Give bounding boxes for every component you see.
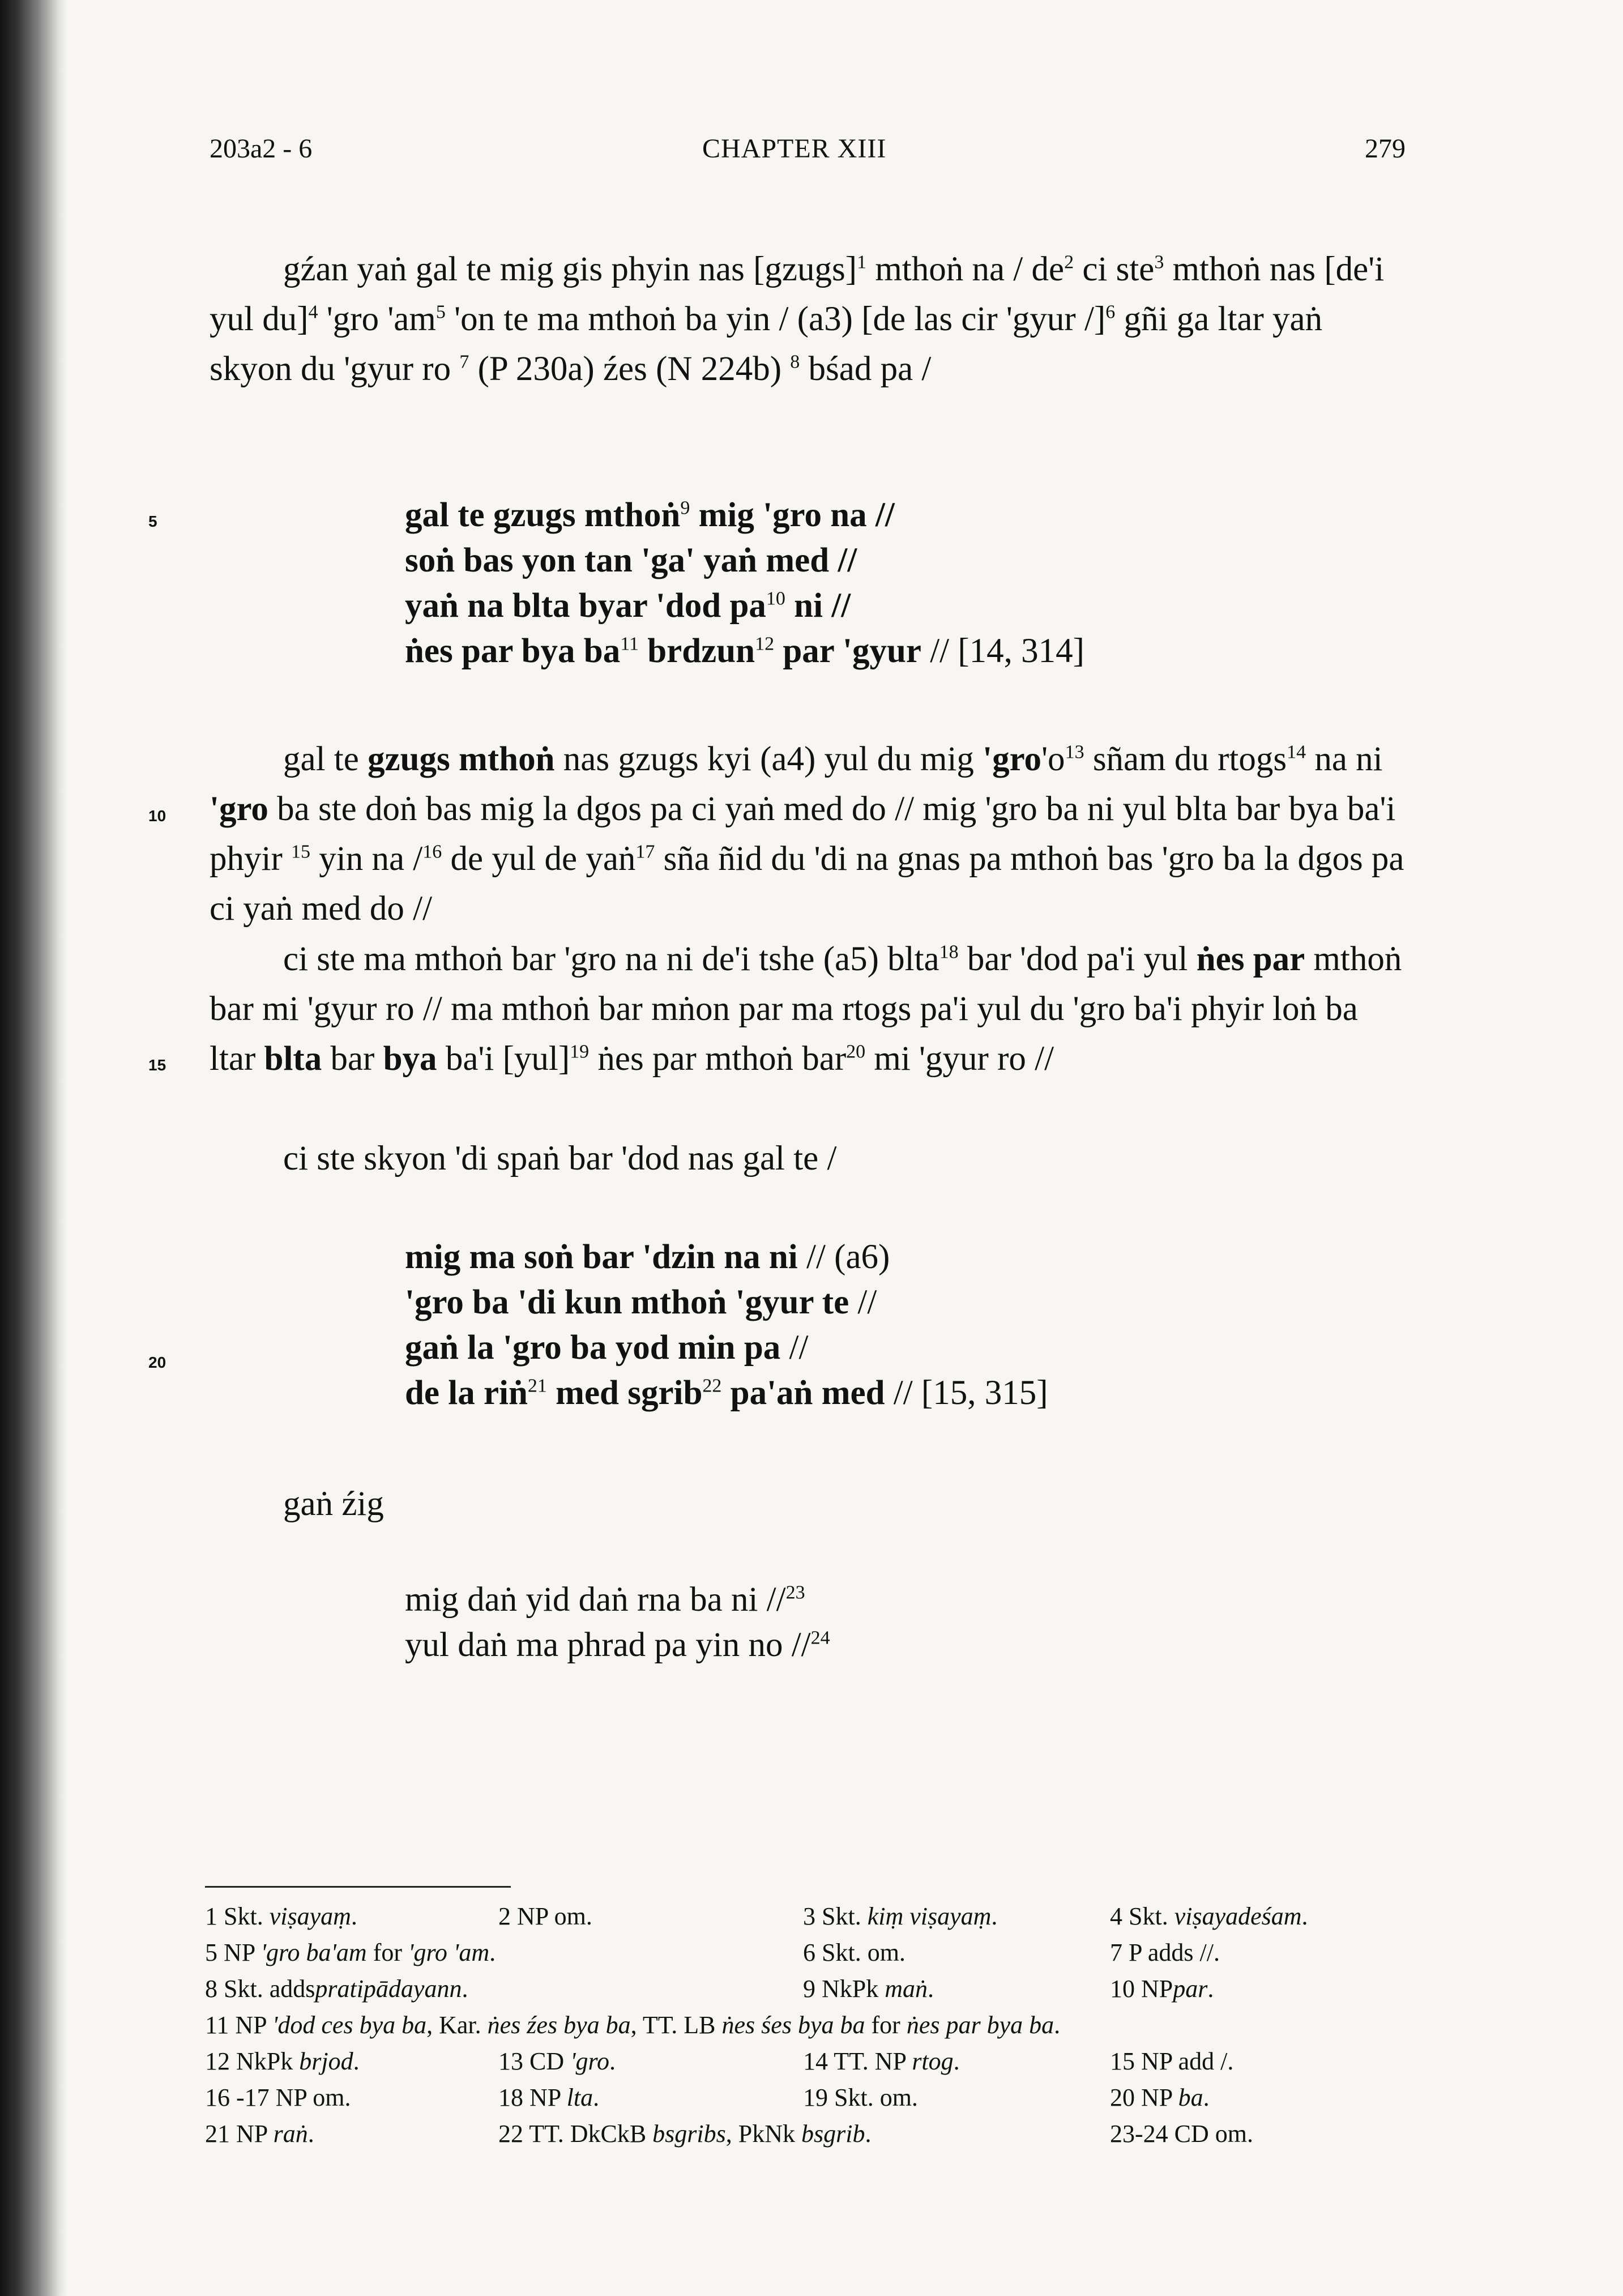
footnote: 19 Skt. om.	[803, 2084, 918, 2111]
verse-line: ṅes par bya $ba^{11}$ brdzun$^{12}$ par 'gyur // [14, 314]	[405, 632, 1084, 670]
verse-line: 'gro ba 'di kun mthoṅ 'gyur te //	[405, 1283, 877, 1321]
footnote: 3 Skt. kiṃ viṣayaṃ.	[803, 1902, 998, 1930]
root-verse	[405, 1235, 1048, 1416]
section-reference: 203a2 - 6	[210, 134, 313, 164]
verse-line: gal te gzugs mthoṅ$^9$ mig 'gro na //	[405, 496, 895, 534]
footnote: 13 CD 'gro.	[498, 2047, 616, 2075]
verse-line: soṅ bas yon tan 'ga' yaṅ med //	[405, 541, 857, 579]
footnote: 16 -17 NP om.	[205, 2084, 351, 2111]
commentary-paragraph: gźan yaṅ gal te mig gis phyin nas [gzugs]$^1$ mthoṅ na / $de^2$ ci ste$^3$ mthoṅ nas [de'i yul du]$^4$ 'gro '$am^5$ 'on te ma mthoṅ ba yin / (a3) [de las cir 'gyur /]$^6$ gñi ga ltar yaṅ skyon du 'gyur ro $^7$ (P 230a) źes (N 224b) $^8$ bśad pa /	[210, 250, 1385, 388]
footnote: 15 NP add /.	[1110, 2047, 1234, 2075]
footnote: 5 NP 'gro ba'am for 'gro 'am.	[205, 1939, 496, 1966]
book-spine-shadow	[0, 0, 68, 2296]
footnote: 21 NP raṅ.	[205, 2120, 314, 2148]
root-verse	[405, 493, 1084, 674]
footnote: 20 NP ba.	[1110, 2084, 1210, 2111]
footnote: 18 NP lta.	[498, 2084, 600, 2111]
footnote: 1 Skt. viṣayaṃ.	[205, 1902, 357, 1930]
quoted-verse	[405, 1577, 830, 1668]
verse-line: de la riṅ$^{21}$ med sgrib$^{22}$ pa'aṅ med // [15, 315]	[405, 1374, 1048, 1412]
line-number: 10	[148, 807, 166, 825]
commentary-paragraph: gal te gzugs mthoṅ nas gzugs kyi (a4) yul du mig '$gro'o^{13}$ sñam du rtogs$^{14}$ na ni 'gro ba ste doṅ bas mig la dgos pa ci yaṅ med do // mig 'gro ba ni yul blta bar bya ba'i phyir $^{15}$ yin na /$^{16}$ de yul de yaṅ$^{17}$ sña ñid du 'di na gnas pa mthoṅ bas 'gro ba la dgos pa ci yaṅ med do //	[210, 740, 1404, 928]
commentary-paragraph: ci ste ma mthoṅ bar 'gro na ni de'i tshe (a5) blta$^{18}$ bar 'dod pa'i yul ṅes par mthoṅ bar mi 'gyur ro // ma mthoṅ bar mṅon par ma rtogs pa'i yul du 'gro ba'i phyir loṅ ba ltar blta bar bya ba'i [yul]$^{19}$ ṅes par mthoṅ bar$^{20}$ mi 'gyur ro //	[210, 940, 1402, 1078]
footnote: 23-24 CD om.	[1110, 2120, 1253, 2148]
footnote: 12 NkPk brjod.	[205, 2047, 360, 2075]
commentary-paragraph: ci ste skyon 'di spaṅ bar 'dod nas gal te /	[283, 1140, 837, 1177]
footnote: 22 TT. DkCkB bsgribs, PkNk bsgrib.	[498, 2120, 872, 2148]
line-number: 5	[148, 513, 157, 530]
footnote: 4 Skt. viṣayadeśam.	[1110, 1902, 1308, 1930]
footnote-divider	[205, 1886, 511, 1888]
footnote: 6 Skt. om.	[803, 1939, 906, 1966]
page-number: 279	[1365, 134, 1406, 164]
verse-line: gaṅ la 'gro ba yod min pa //	[405, 1329, 809, 1367]
line-number: 15	[148, 1056, 166, 1074]
footnote: 11 NP 'dod ces bya ba, Kar. ṅes źes bya ba, TT. LB ṅes śes bya ba for ṅes par bya ba.	[205, 2011, 1061, 2039]
commentary-paragraph: gaṅ źig	[283, 1485, 384, 1523]
chapter-title: CHAPTER XIII	[702, 134, 887, 164]
footnote: 10 NPpar.	[1110, 1975, 1214, 2003]
verse-line: yaṅ na blta byar 'dod $pa^{10}$ ni //	[405, 587, 851, 625]
footnote: 14 TT. NP rtog.	[803, 2047, 960, 2075]
verse-line: mig daṅ yid daṅ rna ba ni //$^{23}$	[405, 1581, 805, 1619]
footnote: 9 NkPk maṅ.	[803, 1975, 934, 2003]
verse-line: mig ma soṅ bar 'dzin na ni // (a6)	[405, 1238, 890, 1276]
verse-line: yul daṅ ma phrad pa yin no //$^{24}$	[405, 1626, 830, 1664]
footnote: 7 P adds //.	[1110, 1939, 1220, 1966]
footnote: 2 NP om.	[498, 1902, 592, 1930]
footnote: 8 Skt. addspratipādayann.	[205, 1975, 468, 2003]
line-number: 20	[148, 1354, 166, 1371]
